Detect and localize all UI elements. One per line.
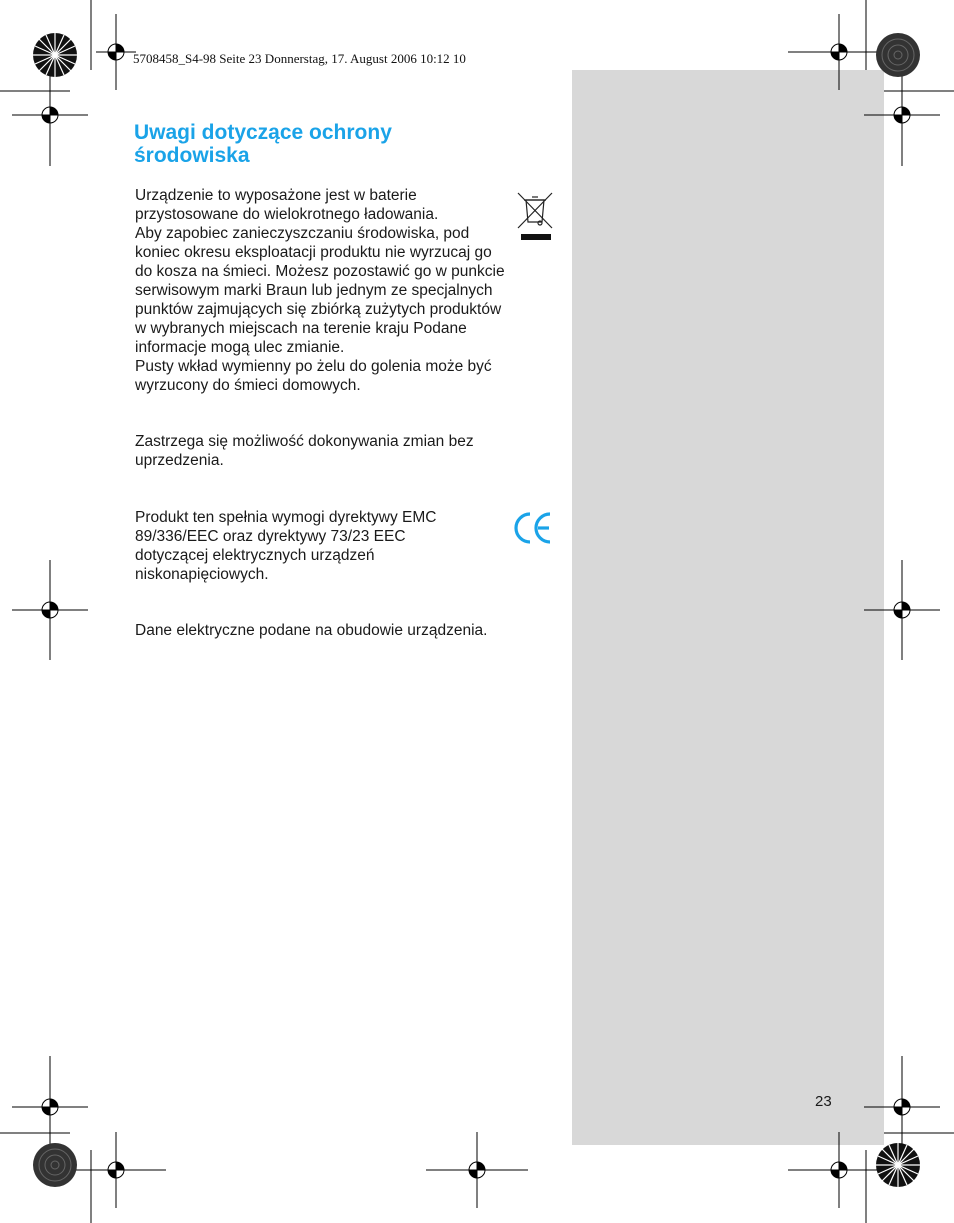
crossed-out-wheelie-bin-icon	[515, 190, 555, 242]
page-number: 23	[815, 1093, 832, 1110]
emc-directive-paragraph: Produkt ten spełnia wymogi dyrektywy EMC 89/336/EEC oraz dyrektywy 73/23 EEC dotyczącej elektrycznych urządzeń niskonapięciowych.	[135, 509, 437, 583]
ce-mark-icon	[513, 510, 553, 546]
section-title: Uwagi dotyczące ochrony środowiska	[134, 121, 392, 167]
electrical-data-note: Dane elektryczne podane na obudowie urządzenia.	[135, 622, 488, 639]
print-header: 5708458_S4-98 Seite 23 Donnerstag, 17. August 2006 10:12 10	[133, 51, 466, 66]
changes-notice: Zastrzega się możliwość dokonywania zmian bez uprzedzenia.	[135, 433, 474, 469]
environment-paragraph: Urządzenie to wyposażone jest w baterie przystosowane do wielokrotnego ładowania. Aby zapobiec zanieczyszczaniu środowiska, pod koniec okresu eksploatacji produktu nie wyrzucaj go do kosza na śmieci. Możesz pozostawić go w punkcie serwisowym marki Braun lub jednym ze specjalnych punktów zajmujących się zbiórką zużytych produktów w wybranych miejscach na terenie kraju Podane informacje mogą ulec zmianie. Pusty wkład wymienny po żelu do golenia może być wyrzucony do śmieci domowych.	[135, 187, 505, 394]
